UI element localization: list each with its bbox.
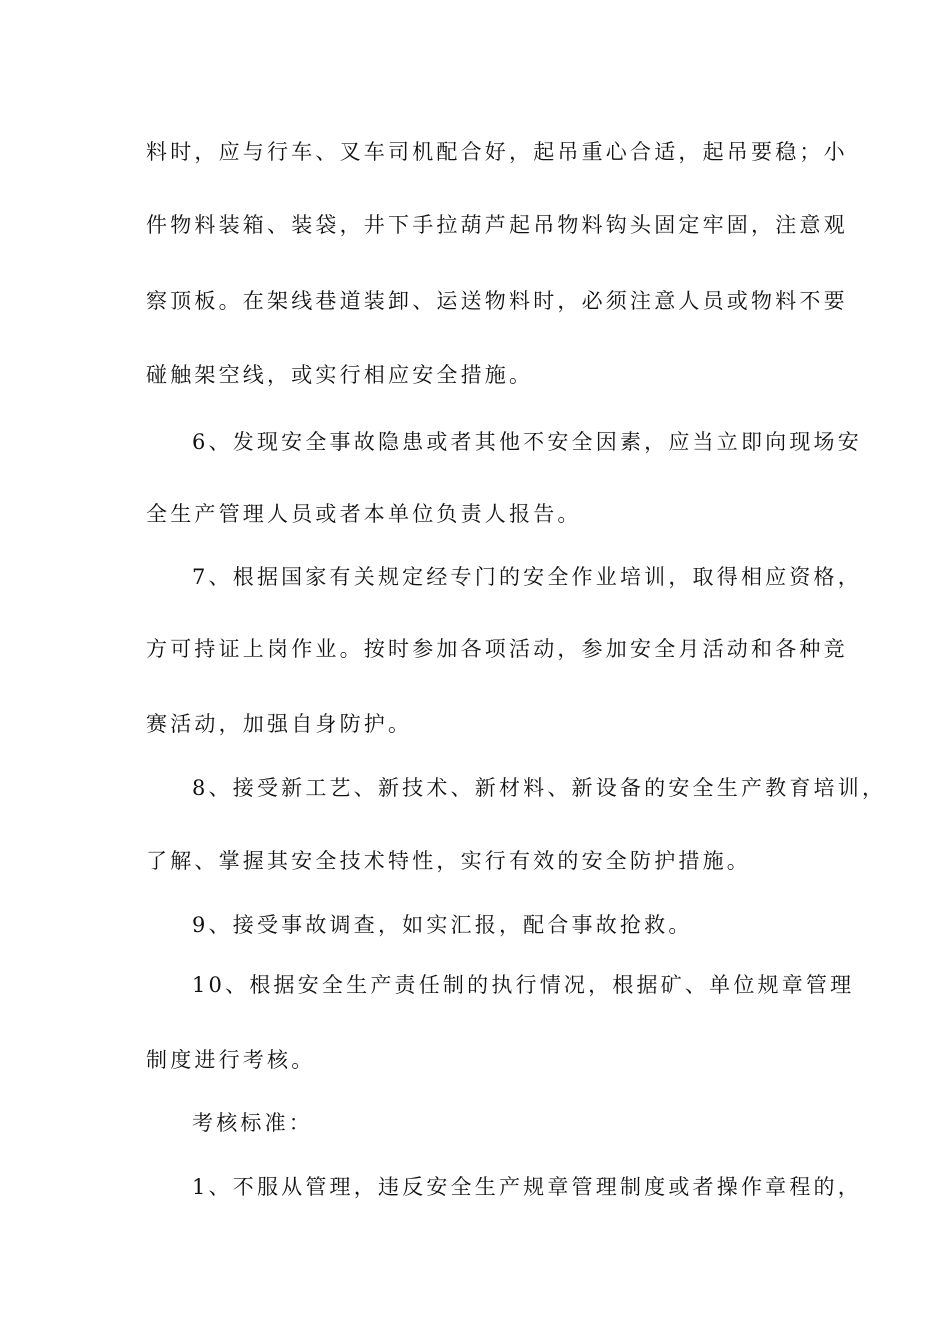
text-line: 料时，应与行车、叉车司机配合好，起吊重心合适，起吊要稳；小 [146, 140, 848, 164]
text-line: 了解、掌握其安全技术特性，实行有效的安全防护措施。 [146, 849, 751, 873]
text-line: 9、接受事故调查，如实汇报，配合事故抢救。 [192, 913, 693, 937]
text-line: 全生产管理人员或者本单位负责人报告。 [146, 502, 582, 526]
text-line: 碰触架空线，或实行相应安全措施。 [146, 363, 534, 387]
text-line: 10、根据安全生产责任制的执行情况，根据矿、单位规章管理 [192, 973, 855, 997]
text-line: 察顶板。在架线巷道装卸、运送物料时，必须注意人员或物料不要 [146, 289, 848, 313]
text-line: 1、不服从管理，违反安全生产规章管理制度或者操作章程的， [192, 1175, 862, 1199]
text-line: 7、根据国家有关规定经专门的安全作业培训，取得相应资格， [192, 565, 862, 589]
text-line: 8、接受新工艺、新技术、新材料、新设备的安全生产教育培训， [192, 776, 887, 800]
text-line: 制度进行考核。 [146, 1048, 316, 1072]
text-line: 赛活动，加强自身防护。 [146, 712, 413, 736]
text-line: 6、发现安全事故隐患或者其他不安全因素，应当立即向现场安 [192, 430, 862, 454]
text-line: 考核标准： [192, 1111, 313, 1135]
text-line: 方可持证上岗作业。按时参加各项活动，参加安全月活动和各种竞 [146, 637, 848, 661]
text-line: 件物料装箱、装袋，井下手拉葫芦起吊物料钩头固定牢固，注意观 [146, 213, 848, 237]
